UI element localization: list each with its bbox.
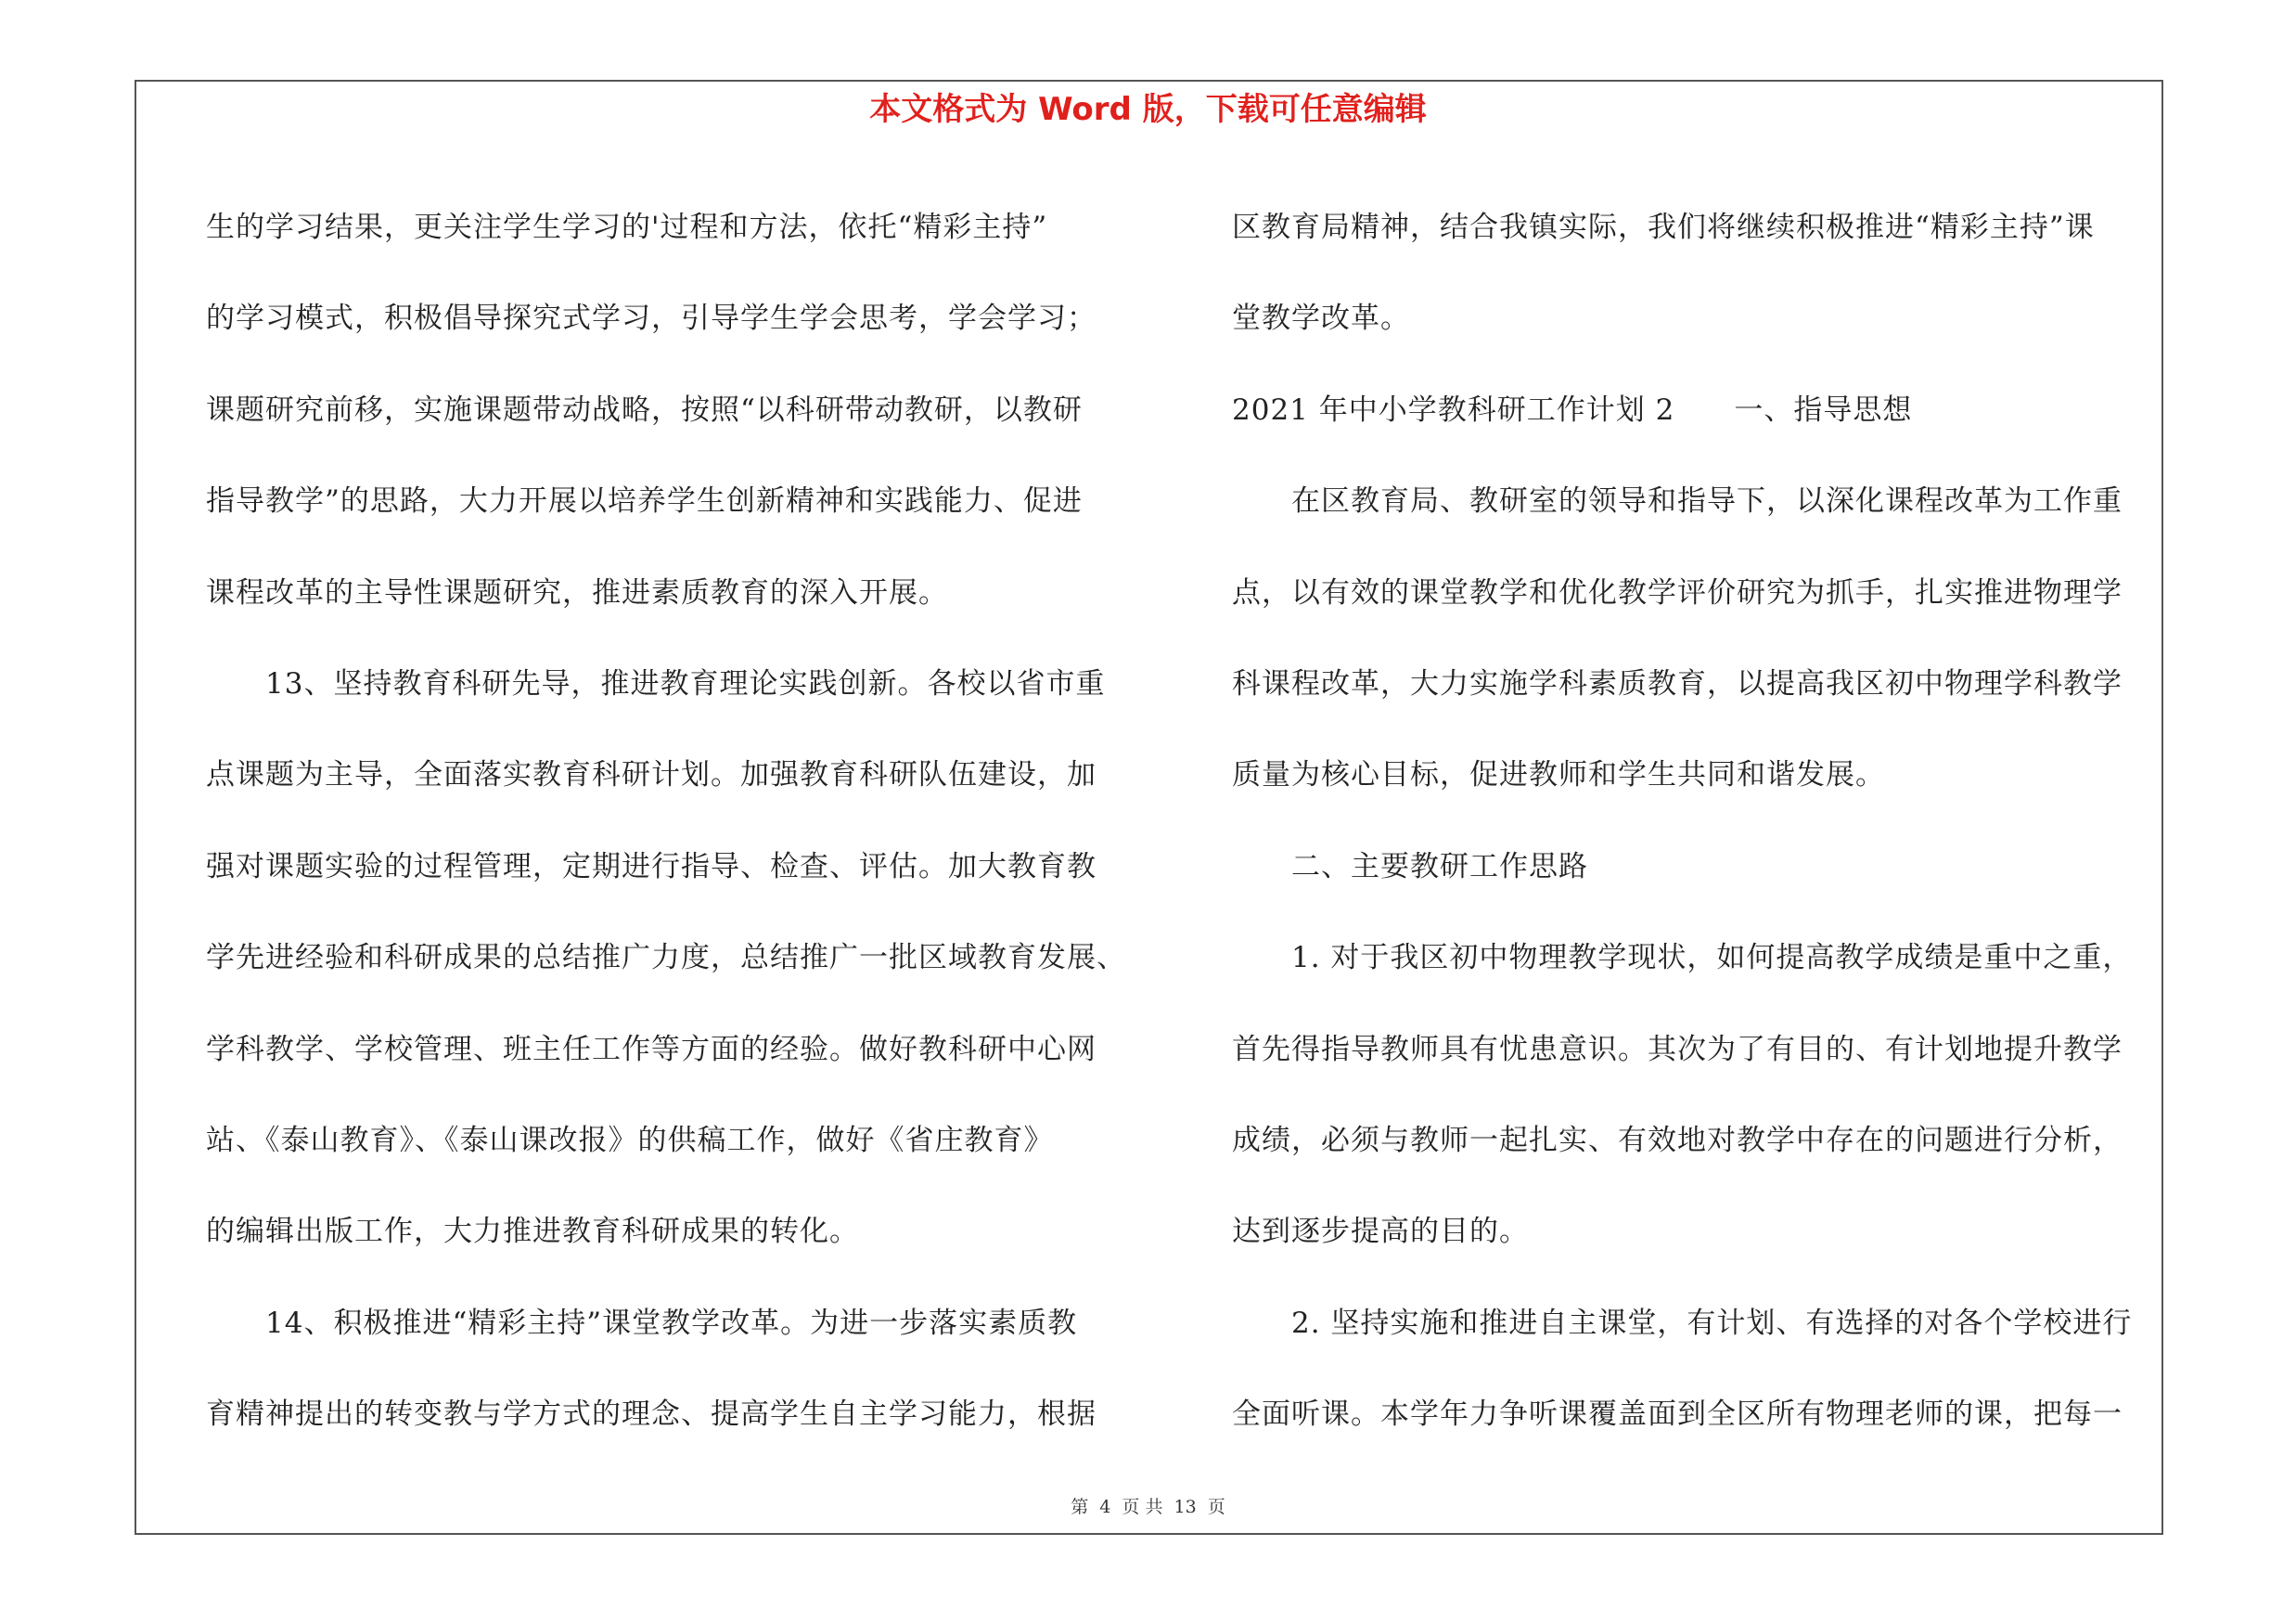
text-line: 站、《泰山教育》、《泰山课改报》的供稿工作，做好《省庄教育》 xyxy=(206,1123,1054,1157)
text-line: 堂教学改革。 xyxy=(1232,302,1410,336)
left-text-column xyxy=(206,182,1152,1460)
total-page-count: 13 xyxy=(1174,1497,1197,1517)
text-line: 成绩，必须与教师一起扎实、有效地对教学中存在的问题进行分析， xyxy=(1232,1123,2123,1157)
paragraph-14-start: 14、积极推进“精彩主持”课堂教学改革。为进一步落实素质教 xyxy=(265,1306,1078,1340)
text-line: 的学习模式，积极倡导探究式学习，引导学生学会思考，学会学习； xyxy=(206,302,1097,336)
text-line: 点课题为主导，全面落实教育科研计划。加强教育科研队伍建设，加 xyxy=(206,758,1097,792)
text-line: 全面听课。本学年力争听课覆盖面到全区所有物理老师的课，把每一 xyxy=(1232,1398,2123,1432)
text-line: 学先进经验和科研成果的总结推广力度，总结推广一批区域教育发展、 xyxy=(206,941,1126,975)
text-line: 育精神提出的转变教与学方式的理念、提高学生自主学习能力，根据 xyxy=(206,1398,1097,1432)
text-line: 首先得指导教师具有忧患意识。其次为了有目的、有计划地提升教学 xyxy=(1232,1032,2123,1066)
text-line: 课题研究前移，实施课题带动战略，按照“以科研带动教研，以教研 xyxy=(206,393,1083,427)
footer-suffix: 页 xyxy=(1207,1497,1225,1517)
section-heading: 二、主要教研工作思路 xyxy=(1291,849,1588,883)
paragraph-start: 在区教育局、教研室的领导和指导下，以深化课程改革为工作重 xyxy=(1291,484,2123,519)
section-heading-line: 2021 年中小学教科研工作计划 2 一、指导思想 xyxy=(1232,393,1913,427)
text-line: 的编辑出版工作，大力推进教育科研成果的转化。 xyxy=(206,1215,859,1249)
text-line: 达到逐步提高的目的。 xyxy=(1232,1215,1529,1249)
right-text-column xyxy=(1232,182,2164,1460)
text-line: 强对课题实验的过程管理，定期进行指导、检查、评估。加大教育教 xyxy=(206,849,1097,883)
text-line: 学科教学、学校管理、班主任工作等方面的经验。做好教科研中心网 xyxy=(206,1032,1097,1066)
text-line: 科课程改革，大力实施学科素质教育，以提高我区初中物理学科教学 xyxy=(1232,666,2123,701)
current-page-number: 4 xyxy=(1099,1497,1111,1517)
paragraph-13-start: 13、坚持教育科研先导，推进教育理论实践创新。各校以省市重 xyxy=(265,666,1106,701)
page-number-footer xyxy=(0,1496,2296,1518)
text-line: 点，以有效的课堂教学和优化教学评价研究为抓手，扎实推进物理学 xyxy=(1232,575,2123,610)
paragraph-start: 1. 对于我区初中物理教学现状，如何提高教学成绩是重中之重， xyxy=(1291,941,2133,975)
text-line: 课程改革的主导性课题研究，推进素质教育的深入开展。 xyxy=(206,575,948,610)
text-line: 质量为核心目标，促进教师和学生共同和谐发展。 xyxy=(1232,758,1885,792)
text-line: 生的学习结果，更关注学生学习的'过程和方法，依托“精彩主持” xyxy=(206,211,1048,244)
paragraph-start: 2. 坚持实施和推进自主课堂，有计划、有选择的对各个学校进行 xyxy=(1291,1306,2133,1340)
footer-middle: 页 共 xyxy=(1122,1497,1163,1517)
text-line: 指导教学”的思路，大力开展以培养学生创新精神和实践能力、促进 xyxy=(206,484,1083,519)
footer-prefix: 第 xyxy=(1071,1497,1089,1517)
text-line: 区教育局精神，结合我镇实际，我们将继续积极推进“精彩主持”课 xyxy=(1232,211,2095,244)
word-format-banner: 本文格式为 Word 版，下载可任意编辑 xyxy=(869,91,1427,128)
